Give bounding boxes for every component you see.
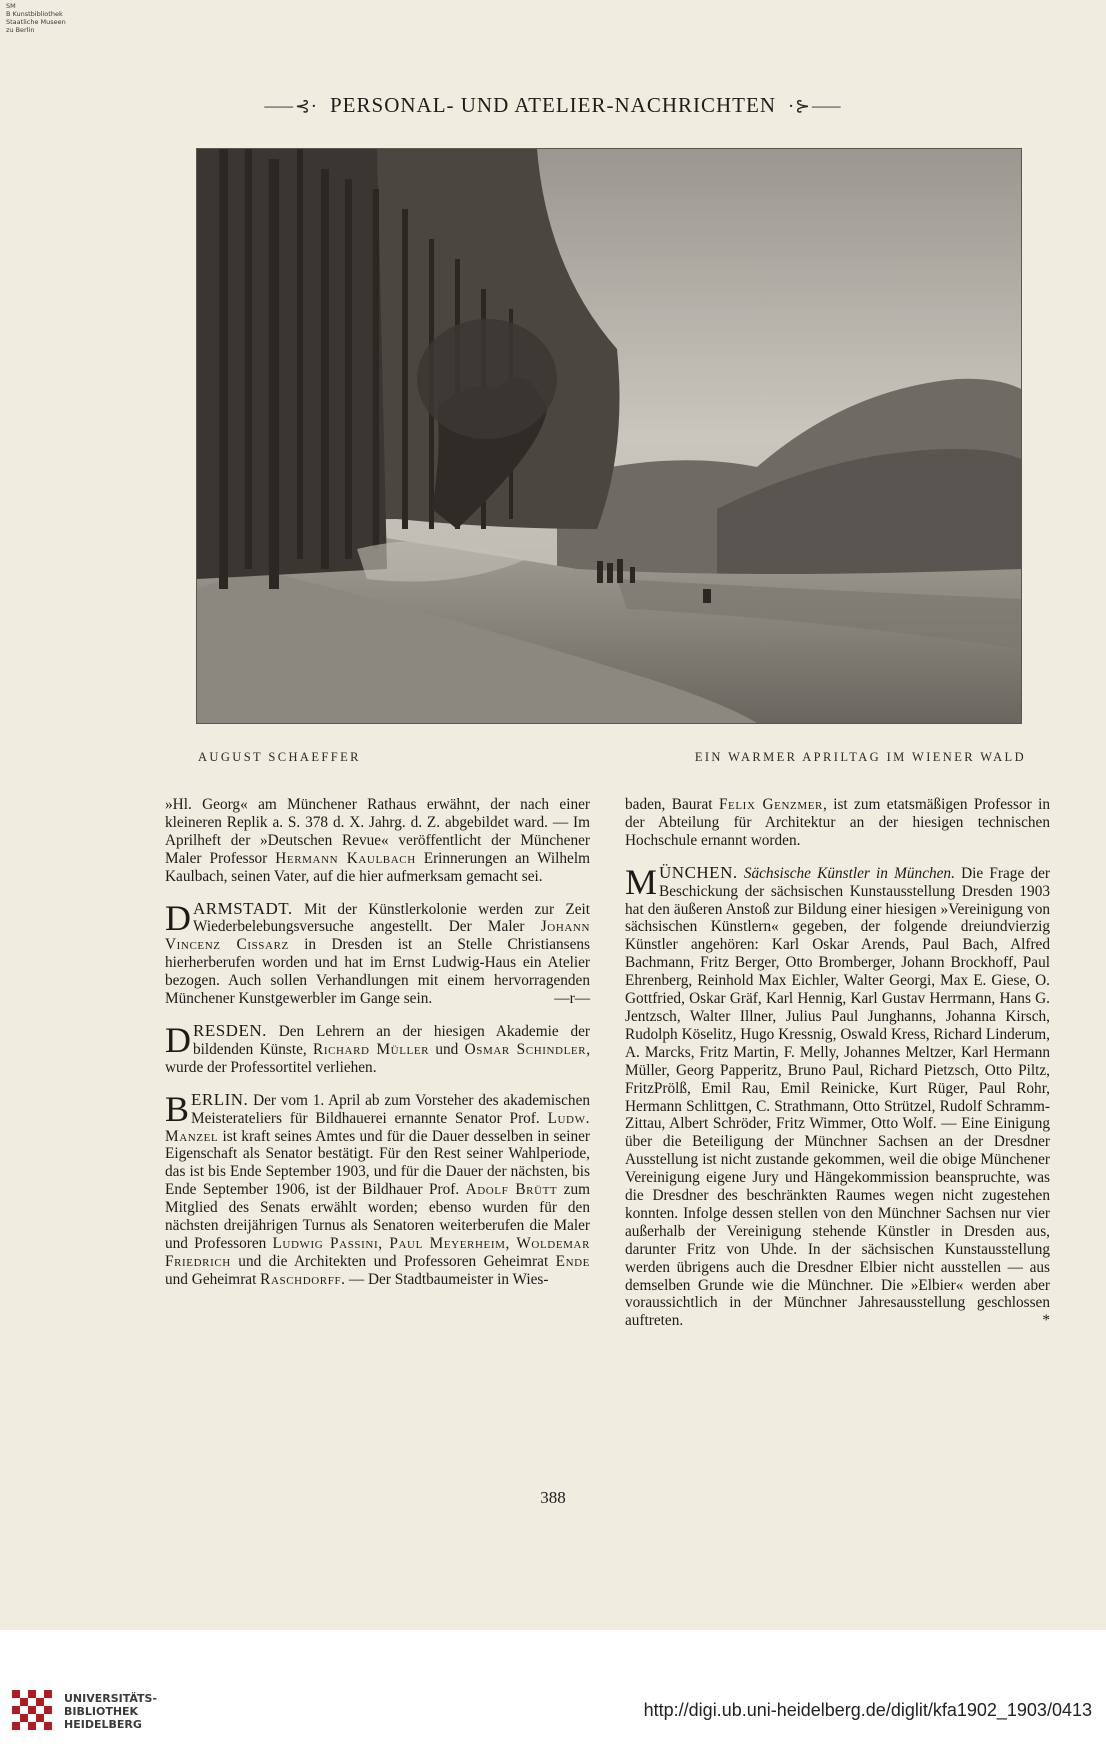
paragraph-text: und [435, 1040, 459, 1058]
person-name: Raschdorff [260, 1270, 342, 1288]
person-name: Ende [555, 1252, 590, 1270]
paragraph-darmstadt [165, 897, 591, 1008]
initial-letter: M [625, 861, 658, 902]
person-name: Ludwig Passini, Paul Meyerheim, Woldemar Friedrich [165, 1234, 591, 1270]
paragraph-georg [165, 796, 590, 886]
library-name-line: UNIVERSITÄTS- [64, 1692, 158, 1705]
paragraph-wiesbaden [625, 796, 1050, 850]
flourish-left-icon: ⸺⊰· [263, 96, 318, 117]
flourish-right-icon: ·⊱⸺ [788, 96, 843, 117]
section-subtitle: Sächsische Künstler in München. [743, 864, 955, 882]
city-heading: ERLIN. [191, 1089, 249, 1109]
paragraph-dresden [165, 1019, 591, 1077]
paragraph-text: in Dresden ist an Stelle Christiansens hierherberufen worden und hat im Ernst Ludwig-Haus ein Atelier bezogen. Auch sollen Verhandlungen mit einem hervorragenden Münchener Kunstgewerbler im Gange sein. [165, 936, 590, 1008]
left-column [165, 796, 590, 1303]
paragraph-text: Die Frage der Beschickung der sächsischen Kunstausstellung Dresden 1903 hat den äußeren Anstoß zur Bildung einer hiesigen »Vereinigung von sächsischen Künstlern« gegeben, der folgende dreiundvierzig Künstler angehören: Karl Oskar Arends, Paul Bach, Alfred Bachmann, Fritz Berger, Otto Bromberger, Johann Brockhoff, Paul Ehrenberg, Reinhold Max Eichler, Walter Georgi, Max E. Giese, O. Gottfried, Oskar Gräf, Karl Hennig, Karl Gustav Herrmann, Hans G. Jentzsch, Walter Illner, Julius Paul Junghanns, Johanna Kirsch, Rudolph Köselitz, Hugo Kressnig, Oswald Kress, Richard Linderum, A. Marcks, Fritz Martin, F. Melly, Johannes Meltzer, Karl Hermann Müller, Georg Papperitz, Bruno Paul, Richard Pietzsch, Otto Piltz, FritzPrölß, Emil Rau, Emil Reinicke, Kurt Rüger, Paul Rohr, Hermann Schlittgen, C. Strathmann, Otto Strützel, Rudolf Schramm-Zittau, Albert Schröder, Fritz Wimmer, Otto Wolf. — Eine Einigung über die Beteiligung der Münchner Sachsen an der Dresdner Ausstellung ist nicht zustande gekommen, weil die obige Münchener Vereinigung eigene Jury und Hängekommission beanspruchte, was die Dresdner des beschränkten Raumes wegen nicht zugestehen konnten. Infolge dessen stellen von den Münchner Sachsen nur vier außerhalb der Vereinigung stehende Künstler in Dresden aus, darunter Fritz von Uhde. In der sächsischen Kunstausstellung werden übrigens auch die Dresdner Elbier nicht ausstellen — aus demselben Grunde wie die Münchner. Die »Elbier« werden aber voraussichtlich in der Münchner Jahresausstellung geschlossen auftreten. [625, 864, 1050, 1330]
person-name: Felix Genzmer [718, 796, 823, 813]
person-name: Ludw. Manzel [165, 1109, 591, 1145]
author-signature: * [1042, 1312, 1050, 1330]
university-library-logo-icon [8, 1686, 56, 1734]
paragraph-text: Erinnerungen an Wilhelm Kaulbach, seinen Vater, auf die hier aufmerksam gemacht sei. [165, 849, 590, 885]
paragraph-text: und die Architekten und Professoren Geheimrat [238, 1252, 549, 1270]
paragraph-text: »Hl. Georg« am Münchener Rathaus erwähnt, der nach einer kleineren Replik a. S. 378 d. X. Jahrg. d. Z. abgebildet ward. — Im Aprilheft der »Deutschen Revue« veröffentlicht der Münchener Maler Professor [165, 796, 590, 867]
library-name [64, 1692, 157, 1731]
page-number: 388 [540, 1488, 566, 1507]
landscape-painting-icon [197, 149, 1021, 723]
library-stamp [6, 2, 66, 34]
paragraph-text: und Geheimrat [165, 1270, 257, 1288]
paragraph-text: , wurde der Professortitel verliehen. [165, 1040, 591, 1076]
paragraph-text: Den Lehrern an der hiesigen Akademie der bildenden Künste, [193, 1022, 590, 1058]
initial-letter: D [165, 1019, 191, 1060]
person-name: Richard Müller [313, 1040, 430, 1058]
paragraph-berlin [165, 1088, 591, 1289]
page-title: PERSONAL- UND ATELIER-NACHRICHTEN [330, 93, 776, 117]
running-header [0, 92, 1106, 118]
author-signature: —r— [554, 990, 590, 1008]
library-name-line: HEIDELBERG [64, 1718, 142, 1731]
city-heading: RESDEN. [193, 1020, 267, 1040]
source-url-link[interactable]: http://digi.ub.uni-heidelberg.de/diglit/kfa1902_1903/0413 [643, 1700, 1092, 1720]
caption-artist: AUGUST SCHAEFFER [198, 750, 361, 764]
city-heading: ARMSTADT. [193, 898, 293, 918]
paragraph-text: zum Mitglied des Senats erwählt worden; ebenso wurden für den nächsten dreijährigen Turnus als Senatoren weiterberufen die Maler und Professoren [165, 1181, 591, 1252]
initial-letter: B [165, 1088, 190, 1129]
library-name-line: BIBLIOTHEK [64, 1705, 139, 1718]
stamp-line: B Kunstbibliothek [6, 10, 63, 18]
stamp-line: zu Berlin [6, 26, 35, 34]
caption-title: EIN WARMER APRILTAG IM WIENER WALD [694, 750, 1026, 764]
paragraph-text: , ist zum etatsmäßigen Professor in der Abteilung für Architektur an der hiesigen technischen Hochschule ernannt worden. [625, 796, 1050, 849]
person-name: Osmar Schindler [464, 1040, 587, 1058]
person-name: Johann Vincenz Cissarz [165, 918, 590, 954]
person-name: Hermann Kaulbach [275, 849, 416, 867]
digitization-footer [0, 1630, 1106, 1754]
stamp-line: Staatliche Museen [6, 18, 66, 26]
paragraph-muenchen [625, 861, 1050, 1331]
city-heading: ÜNCHEN. [659, 862, 738, 882]
paragraph-text: ist kraft seines Amtes und für die Dauer desselben in seiner Eigenschaft als Senator bestätigt. Für den Rest seiner Wahlperiode, das ist bis Ende September 1903, und für die Dauer der nächsten, bis Ende September 1906, ist der Bildhauer Prof. [165, 1127, 590, 1199]
stamp-line: SM [6, 2, 16, 10]
paragraph-text: . — Der Stadtbaumeister in Wies- [341, 1270, 549, 1288]
paragraph-text: Der vom 1. April ab zum Vorsteher des akademischen Meisterateliers für Bildhauerei ernannte Senator Prof. [191, 1091, 591, 1127]
paragraph-text: baden, Baurat [625, 796, 713, 813]
person-name: Adolf Brütt [465, 1181, 558, 1199]
right-column [625, 796, 1050, 1344]
paragraph-text: Mit der Künstlerkolonie werden zur Zeit Wiederbelebungsversuche angestellt. Der Maler [193, 900, 591, 936]
initial-letter: D [165, 897, 191, 938]
painting-illustration [196, 148, 1022, 724]
